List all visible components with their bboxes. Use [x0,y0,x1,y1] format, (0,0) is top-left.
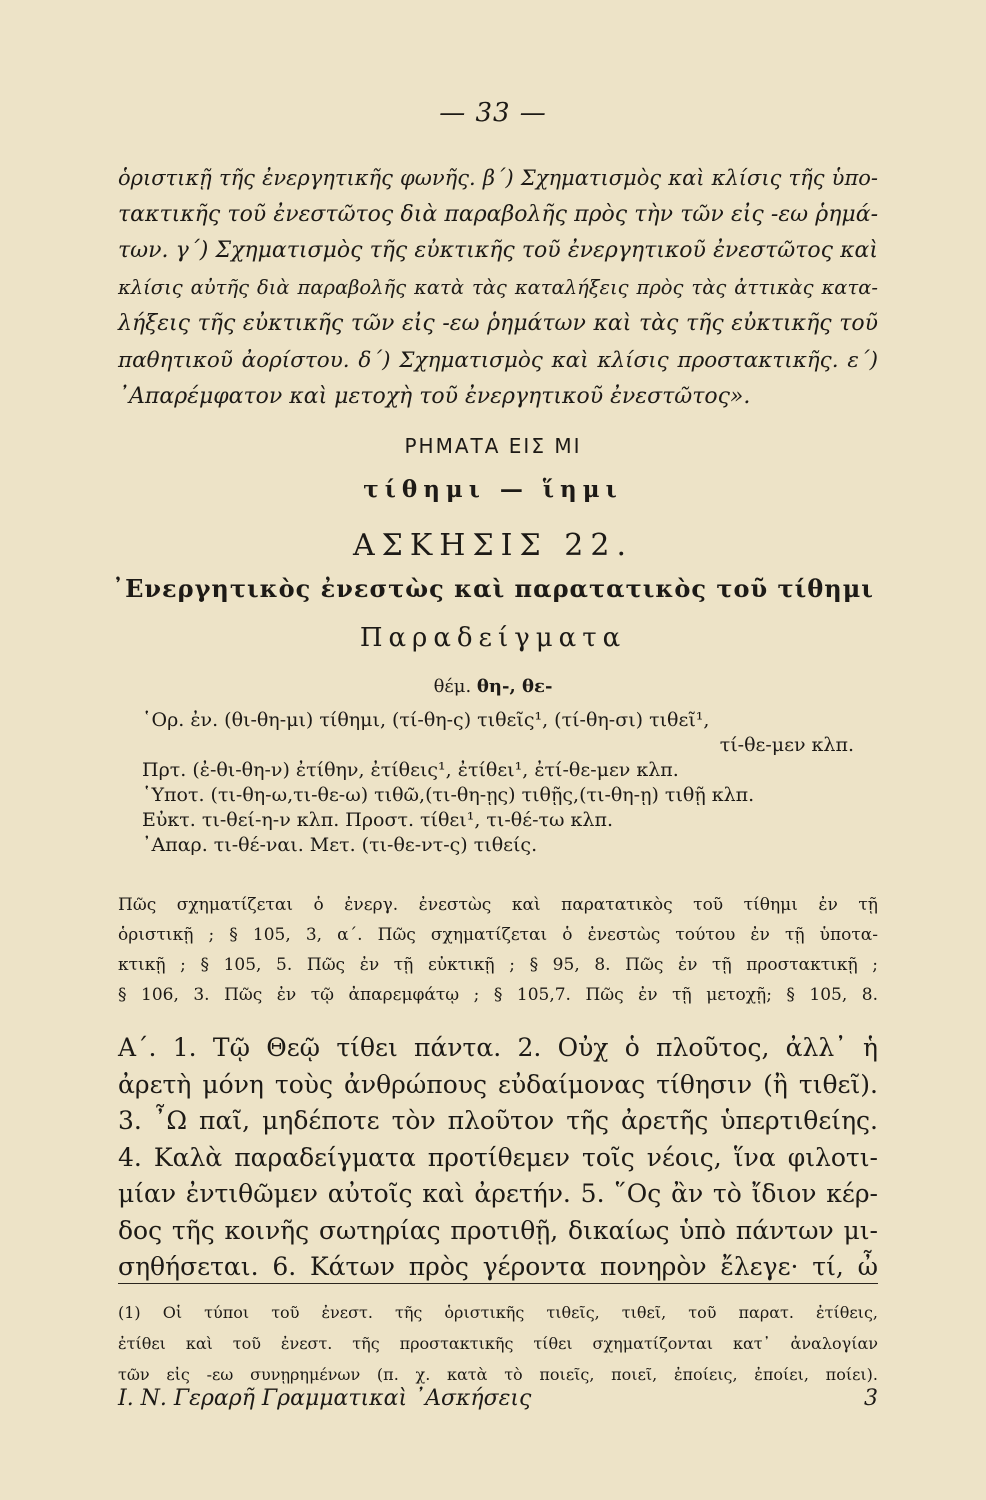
exercise-line: Α΄. 1. Τῷ Θεῷ τίθει πάντα. 2. Οὐχ ὁ πλοῦτος, ἀλλ᾿ ἡ [118,1033,878,1062]
conjugation-line: Πρτ. (ἐ-θι-θη-ν) ἐτίθην, ἐτίθεις¹, ἐτίθει¹, ἐτί-θε-μεν κλπ. [142,759,679,781]
intro-line: των. γ΄) Σχηματισμὸς τῆς εὐκτικῆς τοῦ ἐνεργητικοῦ ἐνεστῶτος καὶ [118,238,878,263]
stem-label: θέμ. [433,676,472,697]
stem-value: θη-, θε- [476,676,553,697]
stem-line [0,676,986,697]
question-line: κτικῇ ; § 105, 5. Πῶς ἐν τῇ εὐκτικῇ ; § 95, 8. Πῶς ἐν τῇ προστακτικῇ ; [118,955,878,975]
exercise-title: ΑΣΚΗΣΙΣ 22. [353,528,633,563]
conjugation-line: τί-θε-μεν κλπ. [719,734,854,756]
conjugation-line: ᾿Απαρ. τι-θέ-ναι. Μετ. (τι-θε-ντ-ς) τιθείς. [142,834,538,856]
intro-paragraph [118,160,878,416]
footnote [118,1297,878,1390]
footnote-line: (1) Οἱ τύποι τοῦ ἐνεστ. τῆς ὁριστικῆς τιθεῖς, τιθεῖ, τοῦ παρατ. ἐτίθεις, [118,1303,878,1322]
exercise-line: δος τῆς κοινῆς σωτηρίας προτιθῇ, δικαίως ὑπὸ πάντων μι- [118,1215,878,1245]
intro-line: τακτικῆς τοῦ ἐνεστῶτος διὰ παραβολῆς πρὸς τὴν τῶν εἰς -εω ῥημά- [118,201,878,227]
signature-number: 3 [864,1386,878,1411]
exercise-line: ἀρετὴ μόνη τοὺς ἀνθρώπους εὐδαίμονας τίθησιν (ἢ τιθεῖ). [118,1069,878,1099]
intro-line: κλίσις αὐτῆς διὰ παραβολῆς κατὰ τὰς καταλήξεις πρὸς τὰς ἀττικὰς κατα- [118,275,878,299]
questions-paragraph [118,890,878,1010]
exercise-line: 4. Καλὰ παραδείγματα προτίθεμεν τοῖς νέοις, ἵνα φιλοτι- [118,1142,878,1172]
question-line: Πῶς σχηματίζεται ὁ ἐνεργ. ἐνεστὼς καὶ παρατατικὸς τοῦ τίθημι ἐν τῇ [118,895,878,915]
footnote-divider [118,1283,878,1284]
page-number: — 33 — [439,98,547,128]
exercise-subtitle: ᾿Ενεργητικὸς ἐνεστὼς καὶ παρατατικὸς τοῦ τίθημι [112,574,874,603]
intro-line: παθητικοῦ ἀορίστου. δ΄) Σχηματισμὸς καὶ κλίσις προστακτικῆς. ε΄) [118,347,878,373]
conjugation-line: ῾Ορ. ἐν. (θι-θη-μι) τίθημι, (τί-θη-ς) τιθεῖς¹, (τί-θη-σι) τιθεῖ¹, [142,709,710,731]
exercise-line: μίαν ἐντιθῶμεν αὐτοῖς καὶ ἀρετήν. 5. ῞Ος ἂν τὸ ἴδιον κέρ- [118,1179,878,1208]
intro-line: ᾿Απαρέμφατον καὶ μετοχὴ τοῦ ἐνεργητικοῦ ἐνεστῶτος». [118,384,751,409]
footnote-line: τῶν εἰς -εω συνῃρημένων (π. χ. κατὰ τὸ ποιεῖς, ποιεῖ, ἐποίεις, ἐποίει, ποίει). [118,1365,878,1384]
exercise-line: σηθήσεται. 6. Κάτων πρὸς γέροντα πονηρὸν ἔλεγε· τί, ὦ [118,1252,878,1281]
examples-heading: Παραδείγματα [359,623,627,653]
intro-line: λήξεις τῆς εὐκτικῆς τῶν εἰς -εω ῥημάτων καὶ τὰς τῆς εὐκτικῆς τοῦ [118,311,878,336]
question-line: ὁριστικῇ ; § 105, 3, α΄. Πῶς σχηματίζεται ὁ ἐνεστὼς τούτου ἐν τῇ ὑποτα- [118,925,878,945]
exercise-text [118,1030,878,1286]
conjugation-line: ῾Υποτ. (τι-θη-ω,τι-θε-ω) τιθῶ,(τι-θη-ῃς) τιθῇς,(τι-θη-ῃ) τιθῇ κλπ. [142,784,755,806]
exercise-line: 3. ῏Ω παῖ, μηδέποτε τὸν πλοῦτον τῆς ἀρετῆς ὑπερτιθείης. [118,1106,878,1135]
page-signature [118,1386,878,1411]
conjugation-line: Εὐκτ. τι-θεί-η-ν κλπ. Προστ. τίθει¹, τι-θέ-τω κλπ. [142,809,613,831]
intro-line: ὁριστικῇ τῆς ἐνεργητικῆς φωνῆς. β΄) Σχηματισμὸς καὶ κλίσις τῆς ὑπο- [118,166,878,190]
footnote-line: ἐτίθει καὶ τοῦ ἐνεστ. τῆς προστακτικῆς τίθει σχηματίζονται κατ᾿ ἀναλογίαν [118,1334,878,1353]
section-heading: ΡΗΜΑΤΑ ΕΙΣ ΜΙ [404,434,582,458]
signature-title: Ι. Ν. Γεραρῆ Γραμματικαὶ ᾿Ασκήσεις [118,1386,532,1411]
conjugation-table [142,708,854,858]
verbs-heading: τίθημι — ἵημι [363,476,623,503]
question-line: § 106, 3. Πῶς ἐν τῷ ἀπαρεμφάτῳ ; § 105,7. Πῶς ἐν τῇ μετοχῇ; § 105, 8. [118,985,878,1005]
